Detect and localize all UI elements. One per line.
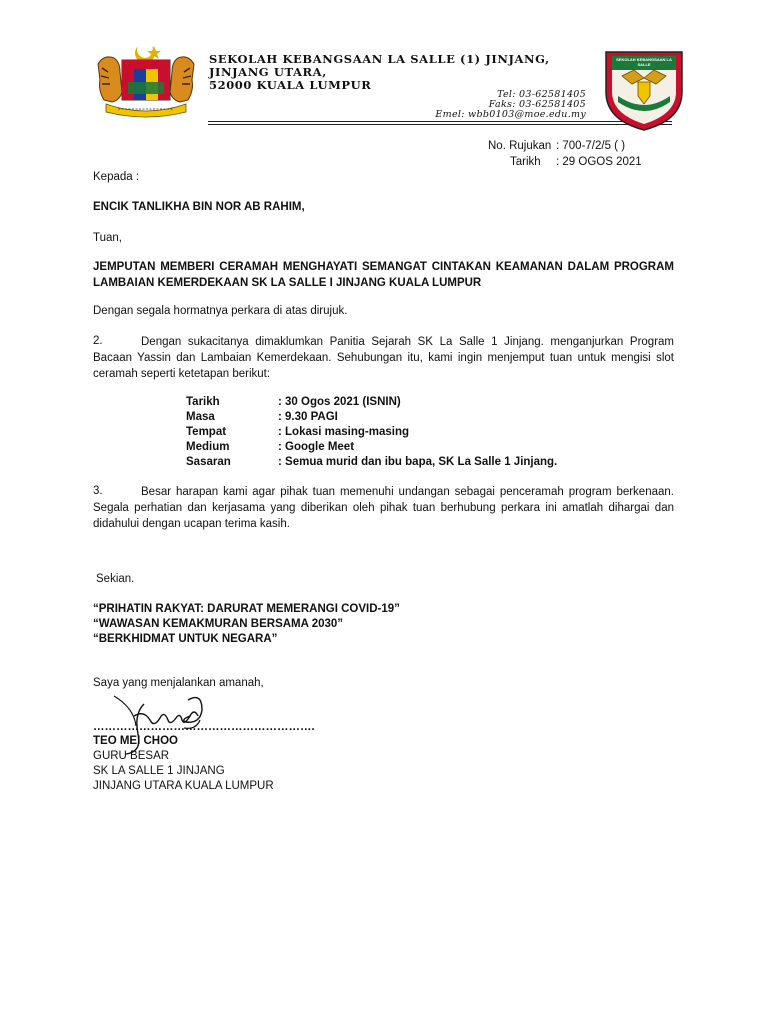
detail-label: Sasaran [186, 456, 231, 468]
address-line-2: 52000 KUALA LUMPUR [209, 78, 372, 92]
signer-title: GURU BESAR [93, 750, 170, 762]
detail-label: Masa [186, 411, 215, 423]
tarikh-value: : 29 OGOS 2021 [556, 156, 642, 168]
opening-line: Dengan segala hormatnya perkara di atas dirujuk. [93, 305, 348, 317]
rujukan-value: : 700-7/2/5 ( ) [556, 140, 626, 152]
detail-label: Tarikh [186, 396, 220, 408]
slogan: “WAWASAN KEMAKMURAN BERSAMA 2030” [93, 618, 344, 630]
sign-intro: Saya yang menjalankan amanah, [93, 677, 264, 689]
coat-of-arms-logo [92, 42, 200, 118]
rujukan-label: No. Rujukan [488, 140, 552, 152]
para3-text: Besar harapan kami agar pihak tuan memenuhi undangan sebagai penceramah program berkenaan. Segala perhatian dan kerjasama yang diberikan oleh pihak tuan berhubung perkara ini amatlah dihargai dan didahului dengan ucapan terima kasih. [93, 486, 674, 531]
school-crest-label: SEKOLAH KEBANGSAAN LA SALLE [616, 57, 672, 67]
school-name: SEKOLAH KEBANGSAAN LA SALLE (1) JINJANG, [209, 52, 550, 66]
recipient-name: ENCIK TANLIKHA BIN NOR AB RAHIM, [93, 201, 305, 213]
signer-location: JINJANG UTARA KUALA LUMPUR [93, 780, 274, 792]
detail-label: Tempat [186, 426, 227, 438]
contact-emel: Emel: wbb0103@moe.edu.my [435, 109, 586, 120]
signature-dots: …………………………………………………. [93, 721, 315, 733]
detail-value: : 30 Ogos 2021 (ISNIN) [278, 396, 401, 408]
tarikh-label: Tarikh [510, 156, 541, 168]
para2-number: 2. [93, 335, 103, 347]
detail-label: Medium [186, 441, 230, 453]
contact-tel: Tel: 03-62581405 [497, 89, 586, 100]
contact-faks: Faks: 03-62581405 [488, 99, 586, 110]
slogan: “PRIHATIN RAKYAT: DARURAT MEMERANGI COVID-19” [93, 603, 400, 615]
kepada-label: Kepada : [93, 171, 140, 183]
closing-sekian: Sekian. [96, 573, 135, 585]
subject-line: JEMPUTAN MEMBERI CERAMAH MENGHAYATI SEMANGAT CINTAKAN KEAMANAN DALAM PROGRAM LAMBAIAN KEMERDEKAAN SK LA SALLE I JINJANG KUALA LUMPUR [93, 261, 674, 290]
address-line-1: JINJANG UTARA, [209, 65, 327, 79]
signer-school: SK LA SALLE 1 JINJANG [93, 765, 225, 777]
slogan: “BERKHIDMAT UNTUK NEGARA” [93, 633, 278, 645]
detail-value: : Google Meet [278, 441, 355, 453]
detail-value: : Lokasi masing-masing [278, 426, 410, 438]
para2-text: Dengan sukacitanya dimaklumkan Panitia Sejarah SK La Salle 1 Jinjang. menganjurkan Program Bacaan Yassin dan Lambaian Kemerdekaan. Sehubungan itu, kami ingin menjemput tuan untuk mengisi slot ceramah seperti ketetapan berikut: [93, 336, 674, 381]
school-crest-logo [602, 48, 686, 132]
detail-value: : 9.30 PAGI [278, 411, 338, 423]
detail-value: : Semua murid dan ibu bapa, SK La Salle 1 Jinjang. [278, 456, 558, 468]
signer-name: TEO MEI CHOO [93, 735, 178, 747]
salutation: Tuan, [93, 232, 122, 244]
para3-number: 3. [93, 485, 103, 497]
